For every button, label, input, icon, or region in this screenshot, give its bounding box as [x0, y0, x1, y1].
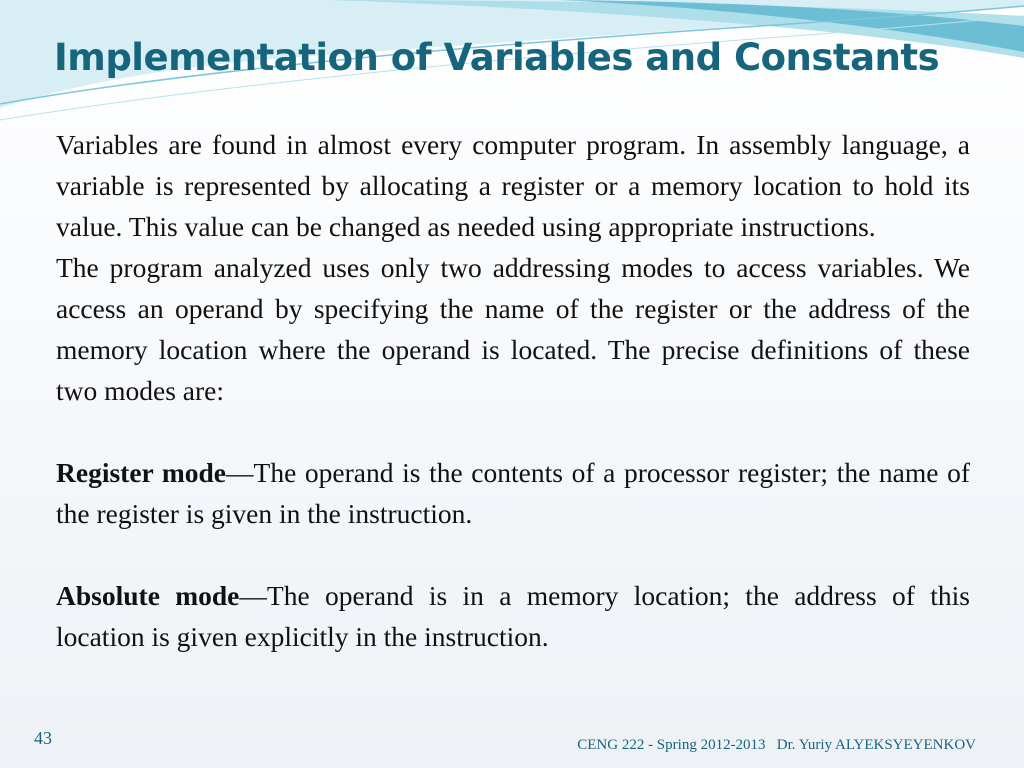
definition-text: —The operand is in a memory location; the address of this location is given explicitly in the instruction. [56, 580, 970, 652]
definition-text: —The operand is the contents of a processor register; the name of the register is given in the instruction. [56, 457, 971, 529]
definition-register-mode [56, 452, 970, 534]
slide-body [56, 124, 970, 657]
definition-term: Absolute mode [56, 580, 240, 611]
footer-text: CENG 222 - Spring 2012-2013 Dr. Yuriy ALYEKSYEYENKOV [577, 737, 976, 753]
paragraph-variables: Variables are found in almost every computer program. In assembly language, a variable is represented by allocating a register or a memory location to hold its value. This value can be changed as needed using appropriate instructions. [56, 129, 970, 242]
paragraph-addressing-modes: The program analyzed uses only two addressing modes to access variables. We access an operand by specifying the name of the register or the address of the memory location where the operand is located. The precise definitions of these two modes are: [56, 252, 970, 406]
definition-absolute-mode [56, 575, 970, 657]
slide-title: Implementation of Variables and Constants [54, 36, 940, 79]
slide-number: 43 [34, 728, 52, 748]
definition-term: Register mode [56, 457, 227, 488]
